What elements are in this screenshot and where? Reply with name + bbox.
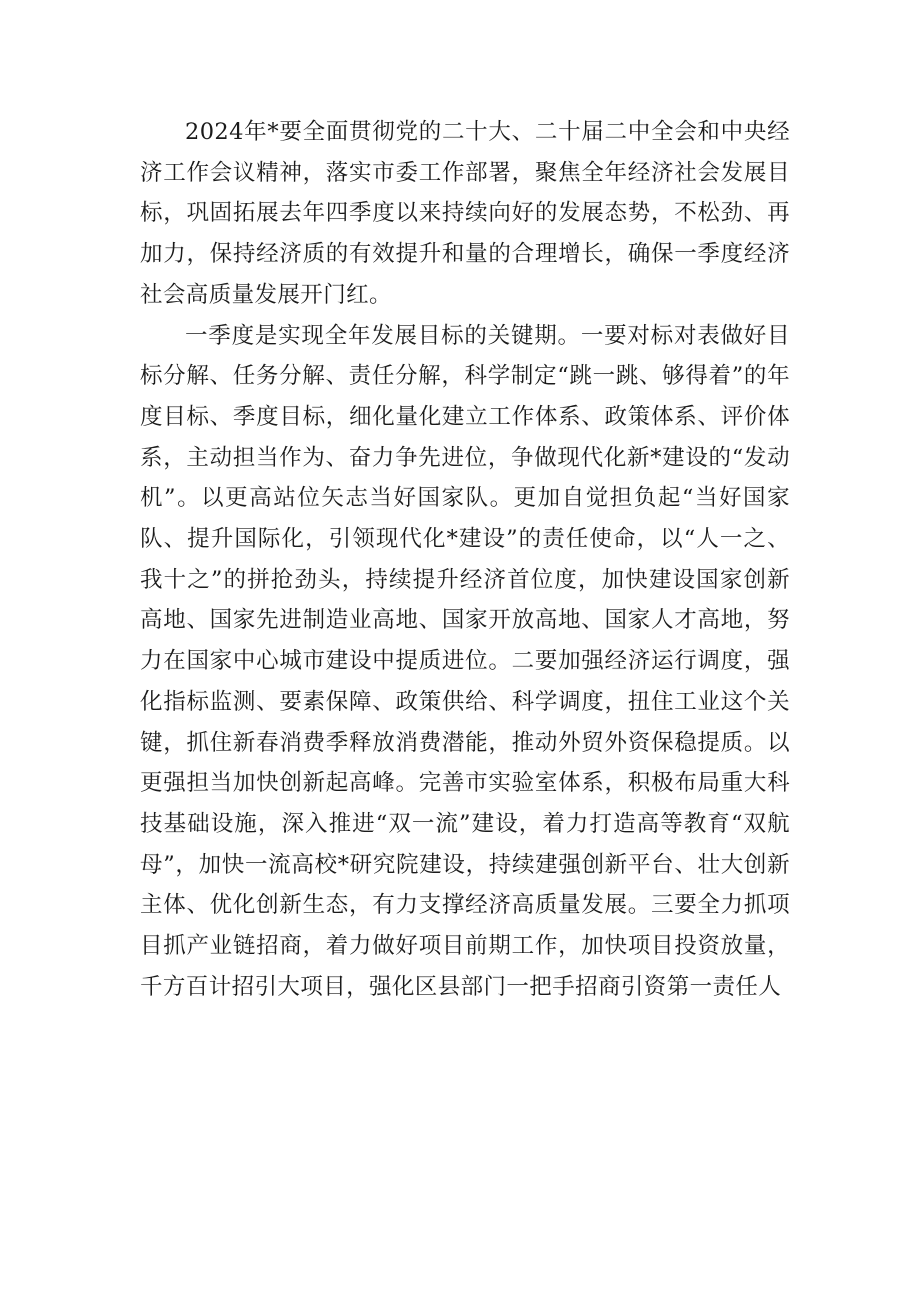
paragraph-2: 一季度是实现全年发展目标的关键期。一要对标对表做好目标分解、任务分解、责任分解，科学制定“跳一跳、够得着”的年度目标、季度目标，细化量化建立工作体系、政策体系、评价体系，主动担当作为、奋力争先进位，争做现代化新*建设的“发动机”。以更高站位矢志当好国家队。更加自觉担负起“当好国家队、提升国际化，引领现代化*建设”的责任使命，以“人一之、我十之”的拼抢劲头，持续提升经济首位度，加快建设国家创新高地、国家先进制造业高地、国家开放高地、国家人才高地，努力在国家中心城市建设中提质进位。二要加强经济运行调度，强化指标监测、要素保障、政策供给、科学调度，扭住工业这个关键，抓住新春消费季释放消费潜能，推动外贸外资保稳提质。以更强担当加快创新起高峰。完善市实验室体系，积极布局重大科技基础设施，深入推进“双一流”建设，着力打造高等教育“双航母”，加快一流高校*研究院建设，持续建强创新平台、壮大创新主体、优化创新生态，有力支撑经济高质量发展。三要全力抓项目抓产业链招商，着力做好项目前期工作，加快项目投资放量，千方百计招引大项目，强化区县部门一把手招商引资第一责任人	[140, 322, 790, 1000]
paragraph-1: 2024年*要全面贯彻党的二十大、二十届二中全会和中央经济工作会议精神，落实市委工作部署，聚焦全年经济社会发展目标，巩固拓展去年四季度以来持续向好的发展态势，不松劲、再加力，保持经济质的有效提升和量的合理增长，确保一季度经济社会高质量发展开门红。	[140, 119, 790, 308]
document-body	[140, 112, 790, 1007]
